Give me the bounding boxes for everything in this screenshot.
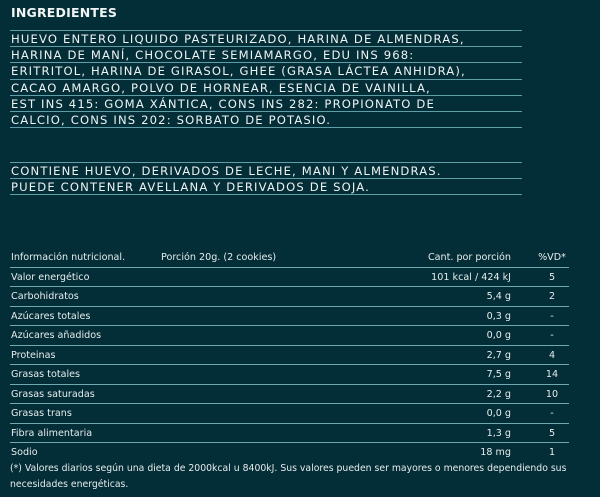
nutrient-dv: 1 (548, 447, 556, 458)
nutrient-name: Grasas saturadas (11, 388, 95, 400)
nutrient-name: Sodio (11, 447, 38, 458)
nutrition-table (10, 248, 569, 463)
nutrient-dv: 10 (545, 388, 559, 400)
nutrition-row (10, 268, 569, 288)
nutrient-amount: 0,3 g (486, 310, 511, 322)
nutrient-name: Azúcares totales (11, 310, 91, 322)
nutrient-dv: 5 (548, 427, 556, 439)
daily-value-footnote: (*) Valores diarios según una dieta de 2000kcal u 8400kJ. Sus valores pueden ser mayores o menores dependiendo sus necesidades energéticas. (10, 463, 567, 490)
nutrient-dv: - (550, 310, 554, 322)
nutrient-name: Grasas totales (11, 369, 81, 380)
nutrition-row (10, 326, 569, 346)
ingredients-line: HARINA DE MANÍ, CHOCOLATE SEMIAMARGO, EDU INS 968: (10, 46, 522, 62)
nutrient-amount: 5,4 g (486, 291, 511, 302)
nutrient-amount: 0,0 g (486, 408, 511, 419)
nutrition-row (10, 365, 569, 385)
ingredients-line: EST INS 415: GOMA XÁNTICA, CONS INS 282: PROPIONATO DE (10, 95, 522, 111)
nutrition-row (10, 424, 569, 444)
nutrient-dv: - (550, 330, 554, 341)
nutrient-dv: 5 (548, 271, 556, 283)
nutrition-row (10, 404, 569, 424)
nutrient-name: Valor energético (11, 271, 90, 283)
ingredients-list (10, 30, 522, 128)
allergen-line: PUEDE CONTENER AVELLANA Y DERIVADOS DE SOJA. (10, 178, 522, 194)
nutrient-dv: 2 (548, 291, 556, 302)
nutrition-row (10, 287, 569, 307)
ingredients-line: CACAO AMARGO, POLVO DE HORNEAR, ESENCIA DE VAINILLA, (10, 79, 522, 95)
allergen-line: CONTIENE HUEVO, DERIVADOS DE LECHE, MANI Y ALMENDRAS. (10, 162, 522, 178)
header-amount: Cant. por porción (427, 252, 511, 263)
nutrient-name: Proteinas (11, 349, 56, 361)
nutrient-amount: 1,3 g (486, 427, 511, 439)
nutrient-dv: 14 (545, 369, 559, 380)
ingredients-line: CALCIO, CONS INS 202: SORBATO DE POTASIO. (10, 111, 522, 127)
nutrient-amount: 7,5 g (486, 369, 511, 380)
nutrient-dv: - (550, 408, 554, 419)
nutrient-amount: 101 kcal / 424 kJ (431, 271, 511, 283)
header-portion: Porción 20g. (2 cookies) (161, 252, 277, 263)
nutrient-name: Grasas trans (11, 408, 72, 419)
ingredients-line: ERITRITOL, HARINA DE GIRASOL, GHEE (GRASA LÁCTEA ANHIDRA), (10, 62, 522, 78)
ingredients-title: INGREDIENTES (11, 5, 118, 20)
nutrient-name: Carbohidratos (11, 291, 79, 302)
header-label: Información nutricional. (11, 252, 126, 263)
nutrient-dv: 4 (548, 349, 556, 361)
nutrition-row (10, 307, 569, 327)
nutrient-amount: 18 mg (480, 447, 511, 458)
header-dv: %VD* (538, 252, 566, 263)
nutrition-header-row (10, 248, 569, 268)
nutrient-name: Fibra alimentaria (11, 427, 93, 439)
nutrient-name: Azúcares añadidos (11, 330, 102, 341)
nutrition-row (10, 346, 569, 366)
nutrient-amount: 2,2 g (486, 388, 511, 400)
ingredients-line: HUEVO ENTERO LIQUIDO PASTEURIZADO, HARINA DE ALMENDRAS, (10, 30, 522, 46)
nutrient-amount: 2,7 g (486, 349, 511, 361)
nutrition-row (10, 385, 569, 405)
nutrition-row (10, 443, 569, 463)
nutrient-amount: 0,0 g (486, 330, 511, 341)
allergens-list (10, 162, 522, 195)
